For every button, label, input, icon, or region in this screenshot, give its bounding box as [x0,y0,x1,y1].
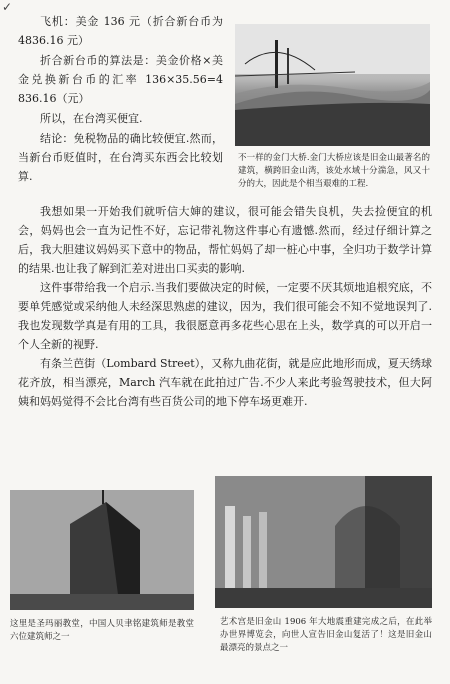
paragraph-so-cheaper: 所以，在台湾买便宜. [40,112,143,125]
corner-check-mark: ✓ [2,0,13,14]
palace-of-fine-arts-photo [215,476,432,608]
paragraph-flight-price: 飞机：美金 136 元（折合新台币为4836.16 元） [18,15,223,47]
paragraph-conversion-method: 折合新台币的算法是：美金价格×美金兑换新台币的汇率 136×35.56=4 836.16（元） [18,54,223,105]
paragraph-conclusion: 结论：免税物品的确比较便宜.然而，当新台币贬值时，在台湾买东西会比较划算. [18,132,223,183]
st-mary-cathedral-photo [10,490,194,610]
story-text-block [18,202,432,411]
bridge-caption: 不一样的金门大桥.金门大桥应该是旧金山最著名的建筑，横跨旧金山湾，该处水域十分湍急，风又十分的大，因此是个相当艰难的工程. [238,153,430,189]
bridge-illustration [235,24,430,146]
paragraph-lombard-street: 有条兰芭街（Lombard Street），又称九曲花街，就是应此地形而成，夏天绣球花齐放，相当漂亮，March 汽车就在此拍过广告.不少人来此考验驾驶技术，但大阿姨和妈妈觉得不会比台湾有些百货公司的地下停车场更难开. [18,357,432,408]
paragraph-lesson: 这件事带给我一个启示.当我们要做决定的时候，一定要不厌其烦地追根究底，不要单凭感觉或采纳他人未经深思熟虑的建议，因为，我们很可能会不知不觉地误判了.我也发现数学真是有用的工具，我很愿意再多花些心思在上头，数学真的可以开启一个人全新的视野. [18,281,432,351]
paragraph-decision: 我想如果一开始我们就听信大婶的建议，很可能会错失良机，失去捡便宜的机会，妈妈也会一直为记性不好，忘记带礼物这件事心有遗憾.然而，经过仔细计算之后，我大胆建议妈妈买下意中的物品，帮忙妈妈了却一桩心中事，全归功于数学计算的结果.也让我了解到汇差对进出口买卖的影响. [18,205,432,275]
calculation-text-column [18,12,223,187]
golden-gate-bridge-photo [235,24,430,146]
palace-illustration [215,476,432,608]
church-caption: 这里是圣玛丽教堂，中国人贝聿铭建筑师是教堂六位建筑师之一 [10,619,194,642]
palace-caption: 艺术宫是旧金山 1906 年大地震重建完成之后，在此举办世界博览会，向世人宣告旧金山复活了！这是旧金山最漂亮的景点之一 [220,617,432,653]
church-illustration [10,490,194,610]
